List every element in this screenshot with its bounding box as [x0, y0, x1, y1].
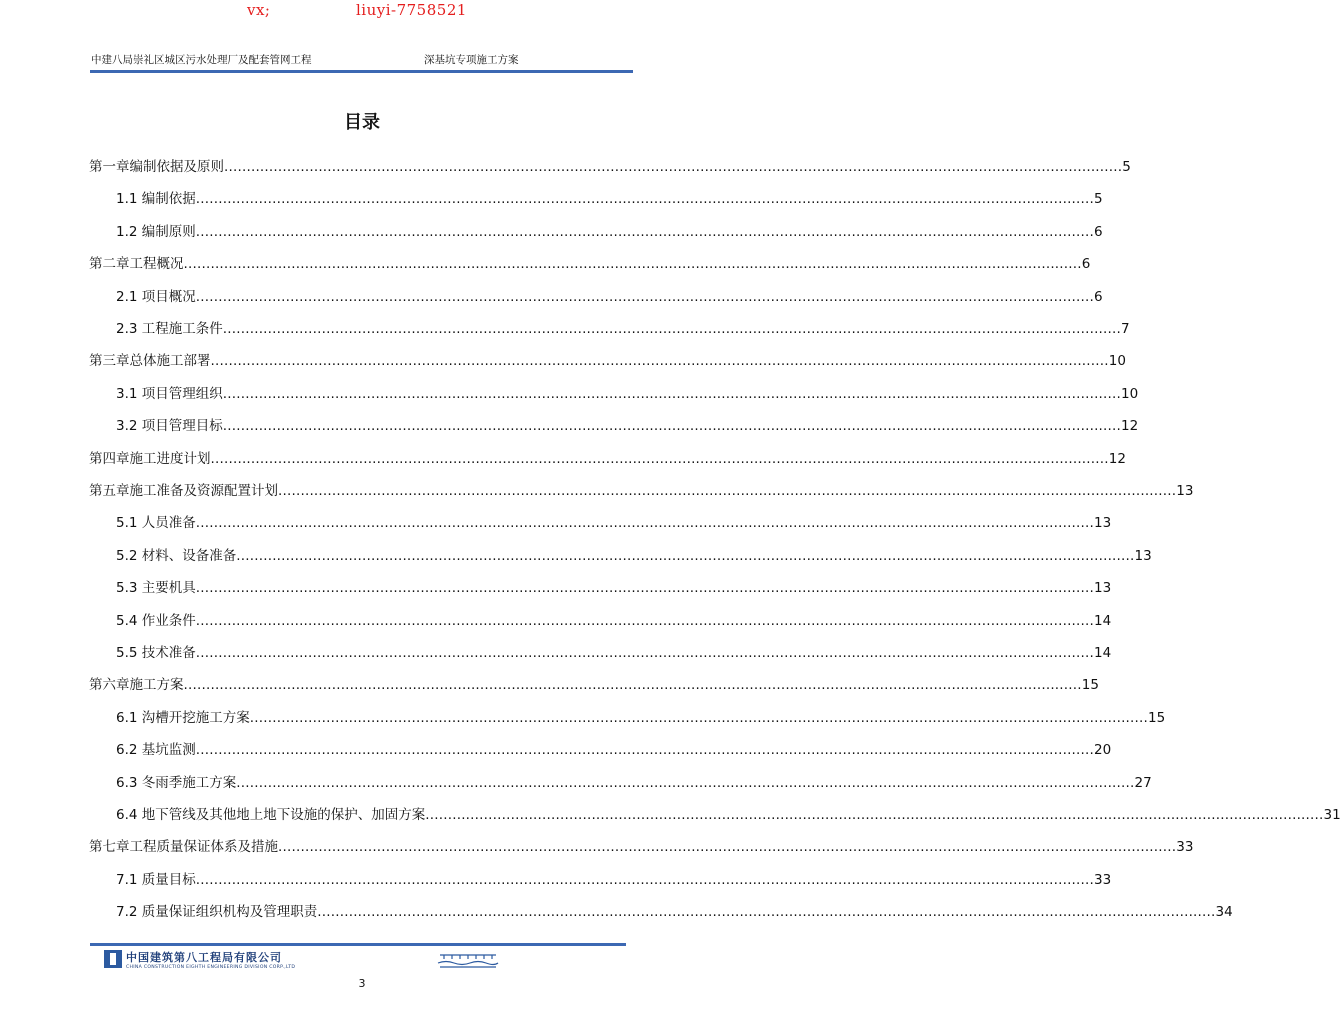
toc-page-number: 10 [1121, 385, 1139, 402]
toc-entry[interactable] [0, 511, 1112, 533]
toc-entry[interactable] [0, 382, 1139, 404]
toc-section-row [116, 414, 1139, 435]
toc-entry[interactable] [0, 868, 1112, 890]
toc-page-number: 5 [1094, 191, 1103, 208]
company-name-en: CHINA CONSTRUCTION EIGHTH ENGINEERING DIVISION CORP.,LTD [126, 965, 296, 970]
toc-page-number: 15 [1148, 709, 1166, 726]
toc-entry[interactable] [0, 835, 1194, 857]
wave-logo-icon [436, 951, 500, 969]
toc-page-number: 27 [1134, 774, 1152, 791]
toc-label: 3.1 项目管理组织 [116, 385, 223, 402]
toc-label: 1.2 编制原则 [116, 223, 196, 240]
toc-label: 2.3 工程施工条件 [116, 321, 223, 337]
toc-leader-dots: ........................................................................................................................................................................................................ [195, 871, 1095, 888]
toc-leader-dots: ........................................................................................................................................................................................................ [236, 547, 1135, 564]
cscec-logo-icon [104, 950, 122, 968]
toc-page-number: 33 [1094, 871, 1112, 888]
watermark [0, 0, 724, 22]
toc-leader-dots: ........................................................................................................................................................................................................ [195, 191, 1095, 208]
toc-entry[interactable] [0, 609, 1112, 631]
toc-label: 1.1 编制依据 [116, 191, 196, 208]
toc-page-number: 13 [1094, 515, 1112, 532]
toc-entry[interactable] [0, 738, 1112, 760]
toc-page-number: 13 [1094, 580, 1112, 597]
toc-leader-dots: ........................................................................................................................................................................................................ [195, 515, 1095, 532]
toc-section-row [116, 706, 1166, 726]
toc-leader-dots: ........................................................................................................................................................................................................ [195, 742, 1095, 759]
toc-section-row [116, 738, 1112, 759]
toc-chapter-row [89, 673, 1099, 694]
toc-page-number: 6 [1094, 223, 1103, 240]
toc-leader-dots: ........................................................................................................................................................................................................ [425, 807, 1324, 823]
toc-entry[interactable] [0, 317, 1130, 339]
toc-chapter-row [89, 349, 1126, 370]
toc-leader-dots: ........................................................................................................................................................................................................ [183, 677, 1082, 694]
toc-page-number: 12 [1121, 418, 1139, 435]
toc-entry[interactable] [0, 706, 1166, 728]
toc-leader-dots: ........................................................................................................................................................................................................ [222, 321, 1122, 337]
toc-label: 7.2 质量保证组织机构及管理职责 [116, 904, 318, 921]
toc-leader-dots: ........................................................................................................................................................................................................ [222, 385, 1122, 402]
toc-section-row [116, 641, 1112, 661]
toc-page-number: 31 [1323, 807, 1341, 823]
toc-label: 6.3 冬雨季施工方案 [116, 774, 237, 791]
toc-entry[interactable] [0, 285, 1103, 307]
toc-page-number: 6 [1094, 288, 1103, 305]
toc-label: 第三章总体施工部署 [89, 353, 211, 370]
toc-page-number: 20 [1094, 742, 1112, 759]
toc-page-number: 10 [1108, 353, 1126, 370]
toc-label: 第四章施工进度计划 [89, 450, 211, 467]
toc-page-number: 14 [1094, 612, 1112, 629]
toc-page-number: 34 [1215, 904, 1233, 921]
toc-label: 3.2 项目管理目标 [116, 418, 223, 435]
toc-section-row [116, 771, 1152, 791]
toc-section-row [116, 187, 1103, 208]
toc-leader-dots: ........................................................................................................................................................................................................ [195, 645, 1095, 661]
toc-section-row [116, 220, 1103, 240]
toc-entry[interactable] [0, 252, 1091, 274]
toc-label: 7.1 质量目标 [116, 871, 196, 888]
toc-chapter-row [89, 447, 1126, 467]
toc-leader-dots: ........................................................................................................................................................................................................ [210, 353, 1109, 370]
footer-rule [90, 943, 626, 946]
toc-chapter-row [89, 835, 1194, 856]
toc-section-row [116, 317, 1130, 337]
toc-leader-dots: ........................................................................................................................................................................................................ [222, 418, 1122, 435]
toc-leader-dots: ........................................................................................................................................................................................................ [278, 483, 1177, 499]
toc-entry[interactable] [0, 803, 1341, 825]
toc-leader-dots: ........................................................................................................................................................................................................ [317, 904, 1216, 921]
toc-section-row [116, 868, 1112, 888]
toc-leader-dots: ........................................................................................................................................................................................................ [195, 288, 1095, 305]
toc-page-number: 14 [1094, 645, 1112, 661]
company-logo [104, 949, 296, 973]
toc-chapter-row [89, 252, 1091, 273]
toc-page-number: 15 [1081, 677, 1099, 694]
toc-section-row [116, 803, 1341, 823]
page-title: 目录 [344, 112, 380, 133]
toc-label: 第一章编制依据及原则 [89, 159, 224, 175]
toc-leader-dots: ........................................................................................................................................................................................................ [183, 256, 1082, 273]
toc-entry[interactable] [0, 673, 1099, 695]
toc-chapter-row [89, 479, 1194, 499]
toc-leader-dots: ........................................................................................................................................................................................................ [278, 839, 1177, 856]
toc-leader-dots: ........................................................................................................................................................................................................ [195, 223, 1095, 240]
toc-leader-dots: ........................................................................................................................................................................................................ [195, 612, 1095, 629]
toc-chapter-row [89, 155, 1131, 175]
toc-entry[interactable] [0, 576, 1112, 598]
company-name-cn: 中国建筑第八工程局有限公司 [126, 951, 282, 964]
page-number: 3 [358, 977, 366, 990]
header-project-name: 中建八局崇礼区城区污水处理厂及配套管网工程 [91, 54, 312, 66]
watermark-left: vx; [247, 1, 271, 19]
toc-section-row [116, 382, 1139, 402]
watermark-right: liuyi-7758521 [356, 1, 467, 19]
toc-entry[interactable] [0, 771, 1152, 793]
toc-entry[interactable] [0, 479, 1194, 501]
toc-entry[interactable] [0, 187, 1103, 209]
toc-label: 5.3 主要机具 [116, 580, 196, 597]
toc-entry[interactable] [0, 641, 1112, 663]
toc-section-row [116, 900, 1233, 921]
toc-label: 6.1 沟槽开挖施工方案 [116, 709, 250, 726]
toc-page-number: 33 [1176, 839, 1194, 856]
page-footer [0, 940, 724, 980]
toc-page-number: 6 [1081, 256, 1091, 273]
toc-entry[interactable] [0, 349, 1126, 371]
toc-entry[interactable] [0, 220, 1103, 242]
toc-entry[interactable] [0, 447, 1126, 469]
toc-leader-dots: ........................................................................................................................................................................................................ [210, 450, 1109, 467]
toc-leader-dots: ........................................................................................................................................................................................................ [249, 709, 1149, 726]
toc-page-number: 7 [1121, 321, 1130, 337]
toc-section-row [116, 576, 1112, 597]
toc-section-row [116, 285, 1103, 305]
toc-label: 第五章施工准备及资源配置计划 [89, 483, 278, 499]
toc-leader-dots: ........................................................................................................................................................................................................ [236, 774, 1135, 791]
toc-section-row [116, 511, 1112, 532]
toc-entry[interactable] [0, 544, 1152, 566]
header-rule [90, 70, 633, 73]
toc-label: 2.1 项目概况 [116, 288, 196, 305]
toc-leader-dots: ........................................................................................................................................................................................................ [224, 159, 1123, 175]
toc-page-number: 13 [1176, 483, 1194, 499]
page-header [0, 50, 724, 80]
toc-label: 第七章工程质量保证体系及措施 [89, 839, 278, 856]
toc-entry[interactable] [0, 155, 1131, 177]
toc-section-row [116, 609, 1112, 629]
toc-label: 5.1 人员准备 [116, 515, 196, 532]
toc-section-row [116, 544, 1152, 564]
toc-label: 6.4 地下管线及其他地上地下设施的保护、加固方案 [116, 807, 426, 823]
toc-leader-dots: ........................................................................................................................................................................................................ [195, 580, 1095, 597]
toc-page-number: 13 [1134, 547, 1152, 564]
toc-label: 6.2 基坑监测 [116, 742, 196, 759]
toc-entry[interactable] [0, 414, 1139, 436]
toc-label: 第六章施工方案 [89, 677, 184, 694]
toc-label: 5.4 作业条件 [116, 612, 196, 629]
toc-page-number: 5 [1122, 159, 1131, 175]
toc-label: 第二章工程概况 [89, 256, 184, 273]
toc-label: 5.5 技术准备 [116, 645, 196, 661]
toc-label: 5.2 材料、设备准备 [116, 547, 237, 564]
toc-page-number: 12 [1108, 450, 1126, 467]
header-document-name: 深基坑专项施工方案 [424, 54, 519, 66]
toc-entry[interactable] [0, 900, 1233, 922]
